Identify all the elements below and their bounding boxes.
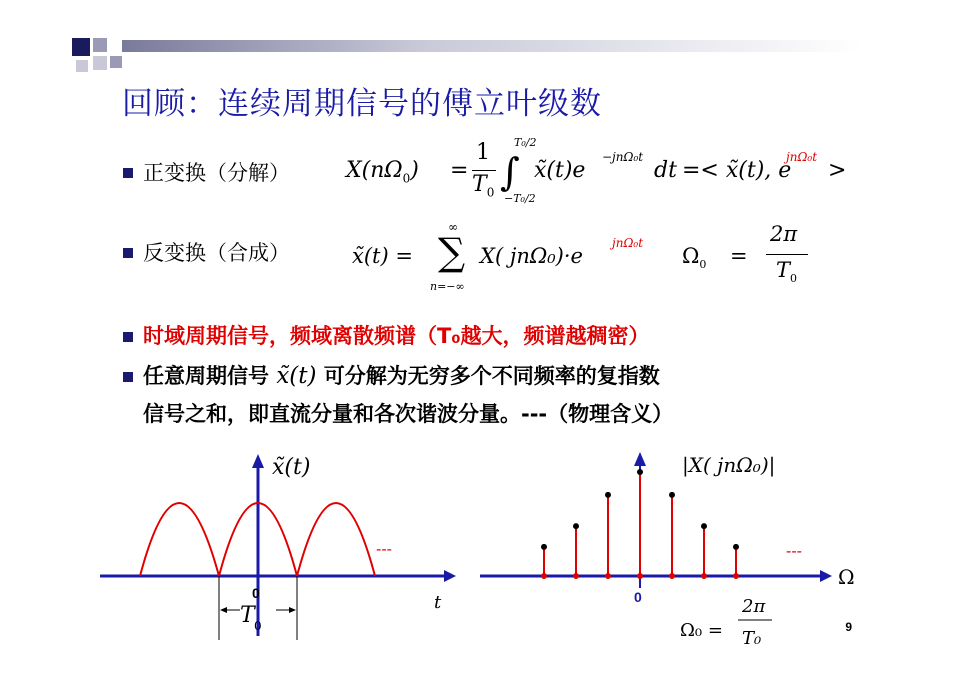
bullet-highlight-label: 时域周期信号，频域离散频谱（T₀越大，频谱越稠密） bbox=[143, 324, 650, 348]
bullet-marker bbox=[123, 372, 133, 382]
spectrum-line-tip bbox=[637, 469, 643, 475]
spectrum-line-base bbox=[573, 573, 579, 579]
formula-inverse-omega: Ω bbox=[682, 244, 700, 268]
time-axis-arrow bbox=[444, 570, 456, 582]
spectrum-omega-den: T₀ bbox=[742, 628, 762, 649]
sum-sign: ∑ bbox=[438, 230, 466, 274]
bullet-decomposition-after: 可分解为无穷多个不同频率的复指数 bbox=[323, 364, 660, 388]
formula-forward-integrand: x̃(t)e bbox=[534, 158, 586, 183]
spectrum-plot bbox=[470, 440, 890, 670]
formula-inverse-frac-bar bbox=[766, 254, 808, 255]
spectrum-line-tip bbox=[669, 492, 675, 498]
formula-forward-lhs-end: ) bbox=[410, 158, 419, 183]
spectrum-magnitude-label: |X( jnΩ₀)| bbox=[682, 453, 776, 477]
frequency-axis-label: Ω bbox=[838, 565, 855, 589]
spectrum-line-base bbox=[669, 573, 675, 579]
period-label-sub: 0 bbox=[254, 619, 262, 633]
spectrum-omega-label: Ω₀ = bbox=[680, 620, 723, 641]
period-arrowhead-right bbox=[289, 607, 296, 613]
magnitude-axis-arrow bbox=[634, 452, 646, 466]
formula-forward-int-lower: −T₀/2 bbox=[504, 192, 536, 205]
spectrum-line-base bbox=[701, 573, 707, 579]
slide-title: 回顾：连续周期信号的傅立叶级数 bbox=[122, 86, 602, 122]
formula-forward-eq: = bbox=[450, 158, 469, 183]
formula-forward-inner: =< x̃(t), e bbox=[682, 158, 792, 183]
formula-inverse-omega-sub: 0 bbox=[699, 258, 707, 272]
page-number: 9 bbox=[845, 620, 852, 634]
time-domain-plot bbox=[90, 440, 470, 670]
formula-inverse-omega-den: T bbox=[776, 258, 791, 282]
formula-forward bbox=[346, 136, 866, 216]
spectrum-line-tip bbox=[733, 544, 739, 550]
formula-forward-int-upper: T₀/2 bbox=[514, 136, 537, 149]
formula-forward-lhs-sub: 0 bbox=[402, 171, 411, 186]
bullet-marker bbox=[123, 332, 133, 342]
formula-inverse-sum-lower: n=−∞ bbox=[430, 280, 465, 293]
amplitude-axis-arrow bbox=[252, 454, 264, 468]
spectrum-line-base bbox=[605, 573, 611, 579]
formula-forward-inner-end: > bbox=[828, 158, 847, 183]
time-continuation-dashes: --- bbox=[376, 541, 392, 558]
bullet-decomposition-continued: 信号之和，即直流分量和各次谐波分量。---（物理含义） bbox=[143, 402, 674, 426]
spectrum-line-tip bbox=[573, 523, 579, 529]
formula-forward-frac-den-sub: 0 bbox=[486, 185, 495, 200]
formula-inverse bbox=[352, 218, 852, 298]
period-label: T bbox=[240, 603, 255, 628]
integral-sign: ∫ bbox=[500, 150, 520, 194]
formula-forward-exp: −jnΩ₀t bbox=[602, 150, 644, 164]
bullet-decomposition-math: x̃(t) bbox=[276, 363, 317, 389]
formula-forward-frac-bar bbox=[472, 170, 496, 171]
spectrum-line-tip bbox=[701, 523, 707, 529]
time-origin-label: 0 bbox=[252, 585, 260, 601]
bullet-marker bbox=[123, 168, 133, 178]
formula-forward-lhs: X(nΩ bbox=[346, 158, 403, 183]
bullet-decomposition-before: 任意周期信号 bbox=[143, 364, 269, 388]
bullet-forward-label: 正变换（分解） bbox=[143, 161, 290, 185]
frequency-axis-arrow bbox=[820, 570, 832, 582]
formula-forward-frac-den: T bbox=[472, 172, 487, 197]
formula-forward-inner-exp: jnΩ₀t bbox=[786, 150, 818, 164]
spectrum-lines bbox=[541, 469, 739, 579]
formula-inverse-omega-den-sub: 0 bbox=[790, 272, 798, 286]
spectrum-line-base bbox=[733, 573, 739, 579]
spectrum-line-tip bbox=[605, 492, 611, 498]
header-gradient-bar bbox=[122, 40, 862, 52]
formula-inverse-body: X( jnΩ₀)·e bbox=[480, 244, 583, 268]
time-axis-label: t bbox=[434, 592, 442, 613]
formula-forward-frac-num: 1 bbox=[476, 140, 490, 165]
spectrum-omega-num: 2π bbox=[742, 596, 766, 617]
spectrum-line-base bbox=[541, 573, 547, 579]
formula-inverse-sum-upper: ∞ bbox=[448, 220, 458, 234]
formula-inverse-exp: jnΩ₀t bbox=[612, 236, 644, 250]
bullet-inverse-label: 反变换（合成） bbox=[143, 241, 290, 265]
formula-inverse-lhs: x̃(t) = bbox=[352, 244, 413, 268]
formula-inverse-omega-num: 2π bbox=[770, 222, 798, 246]
period-arrowhead-left bbox=[220, 607, 227, 613]
formula-forward-dt: dt bbox=[654, 158, 677, 183]
frequency-origin-label: 0 bbox=[634, 589, 642, 605]
spectrum-line-tip bbox=[541, 544, 547, 550]
spectrum-continuation-dashes: --- bbox=[786, 543, 802, 560]
signal-label: x̃(t) bbox=[272, 455, 311, 480]
formula-inverse-omega-eq: = bbox=[730, 244, 748, 268]
spectrum-line-base bbox=[637, 573, 643, 579]
bullet-marker bbox=[123, 248, 133, 258]
bullet-decomposition-label bbox=[143, 360, 660, 390]
